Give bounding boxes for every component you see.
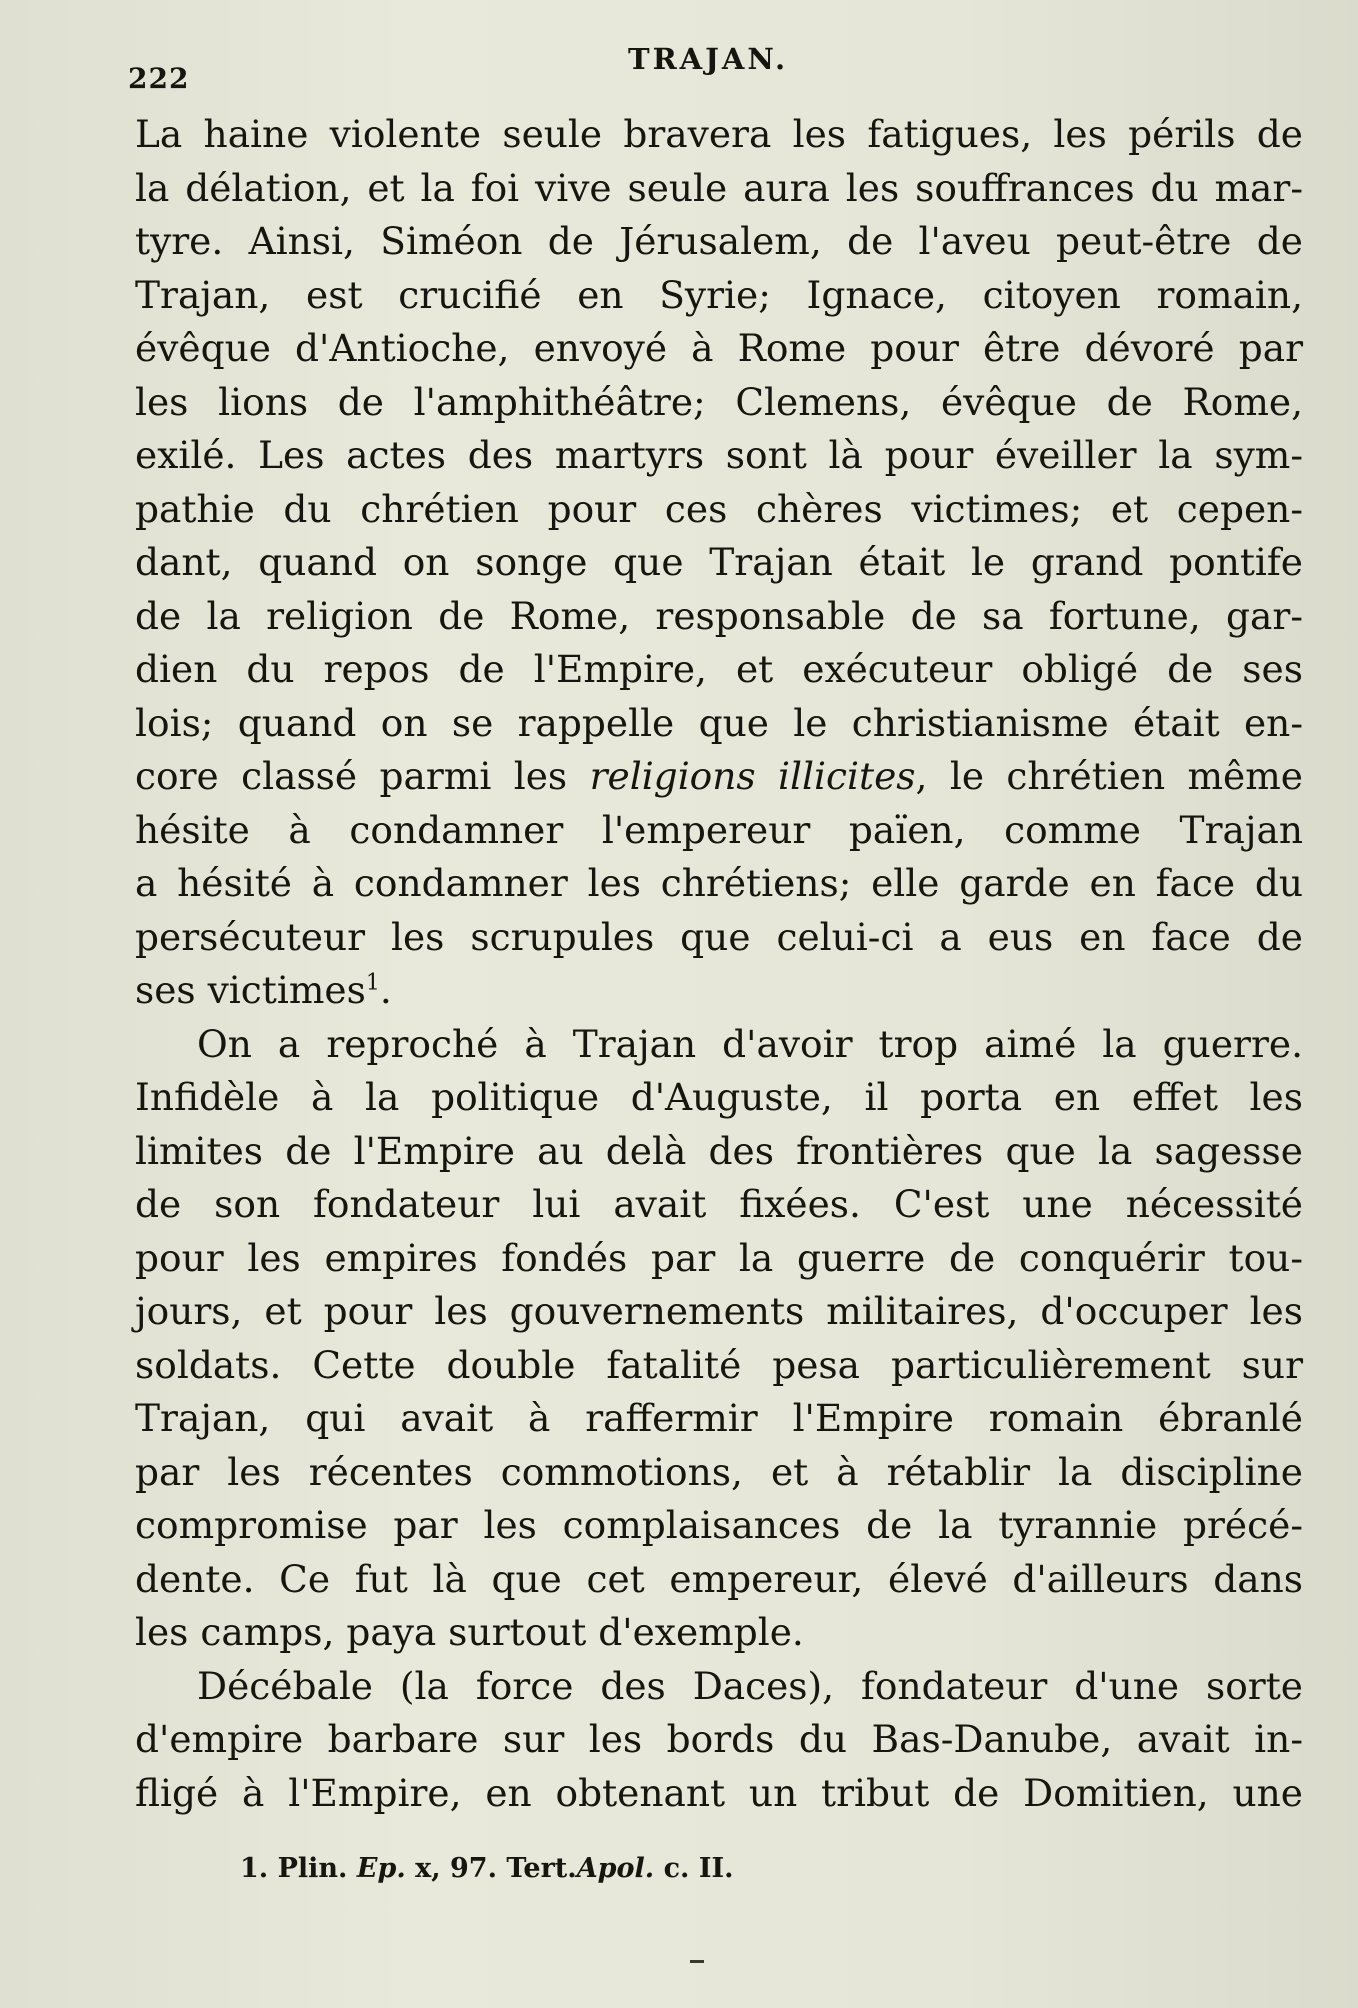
paragraph-3 (135, 1660, 1303, 1821)
text-line: les camps, paya surtout d'exemple. (135, 1610, 804, 1654)
text-line: les lions de l'amphithéâtre; Clemens, évêque de Rome, (135, 379, 1303, 424)
text-line: lois; quand on se rappelle que le christianisme était en- (135, 700, 1303, 745)
text-line: d'empire barbare sur les bords du Bas-Danube, avait in- (135, 1717, 1303, 1761)
text-line: soldats. Cette double fatalité pesa particulièrement sur (135, 1342, 1303, 1387)
text-line: évêque d'Antioche, envoyé à Rome pour être dévoré par (135, 326, 1303, 370)
text-segment: , le chrétien même (915, 754, 1303, 798)
text-line: Infidèle à la politique d'Auguste, il porta en effet les (135, 1075, 1303, 1119)
page-number: 222 (128, 62, 190, 95)
footnote-work: Ep. (356, 1853, 406, 1884)
footnote-ref: x, 97. (415, 1853, 497, 1884)
text-line: dente. Ce fut là que cet empereur, élevé d'ailleurs dans (135, 1556, 1303, 1601)
footnote-author: Plin. (277, 1853, 348, 1884)
text-line: Trajan, est crucifié en Syrie; Ignace, citoyen romain, (135, 272, 1303, 317)
footnote-number: 1. (240, 1853, 269, 1884)
footnote-author: Tert. (506, 1853, 577, 1884)
text-line: Trajan, qui avait à raffermir l'Empire romain ébranlé (135, 1396, 1303, 1440)
text-line: fligé à l'Empire, en obtenant un tribut de Domitien, une (135, 1770, 1303, 1815)
text-segment: ses victimes (135, 968, 366, 1012)
text-line: Décébale (la force des Daces), fondateur d'une sorte (197, 1663, 1303, 1708)
text-line: par les récentes commotions, et à rétablir la discipline (135, 1449, 1303, 1494)
italic-phrase: religions illicites (589, 754, 916, 798)
text-line: La haine violente seule bravera les fatigues, les périls de (135, 112, 1303, 156)
text-line: a hésité à condamner les chrétiens; elle garde en face du (135, 861, 1303, 905)
text-line: de la religion de Rome, responsable de sa fortune, gar- (135, 593, 1303, 638)
text-line: tyre. Ainsi, Siméon de Jérusalem, de l'aveu peut-être de (135, 219, 1303, 263)
text-line: hésite à condamner l'empereur païen, comme Trajan (135, 807, 1303, 852)
text-line: limites de l'Empire au delà des frontières que la sagesse (135, 1128, 1303, 1173)
text-line (135, 750, 1303, 804)
text-line: pathie du chrétien pour ces chères victimes; et cepen- (135, 486, 1303, 531)
text-line: On a reproché à Trajan d'avoir trop aimé la guerre. (197, 1021, 1303, 1066)
paragraph-2 (135, 1018, 1303, 1660)
page-mark (690, 1960, 704, 1963)
footnote-marker: 1 (365, 970, 380, 996)
page-header (128, 38, 1298, 95)
footnote-work: Apol. (576, 1853, 655, 1884)
text-segment: core classé parmi les (135, 754, 590, 798)
text-line: dant, quand on songe que Trajan était le grand pontife (135, 540, 1303, 584)
text-line: exilé. Les actes des martyrs sont là pour éveiller la sym- (135, 433, 1303, 477)
text-segment: . (379, 968, 392, 1012)
text-line: dien du repos de l'Empire, et exécuteur obligé de ses (135, 647, 1303, 691)
body-text (135, 108, 1303, 1820)
text-line: la délation, et la foi vive seule aura les souffrances du mar- (135, 165, 1303, 210)
footnote-ref: c. II. (663, 1853, 734, 1884)
text-line (135, 964, 1303, 1018)
text-line: compromise par les complaisances de la tyrannie précé- (135, 1503, 1303, 1547)
text-line: jours, et pour les gouvernements militaires, d'occuper les (135, 1289, 1303, 1333)
text-line: de son fondateur lui avait fixées. C'est une nécessité (135, 1182, 1303, 1226)
running-title: TRAJAN. (628, 42, 789, 76)
paragraph-1 (135, 108, 1303, 1018)
text-line: pour les empires fondés par la guerre de conquérir tou- (135, 1235, 1303, 1280)
text-line: persécuteur les scrupules que celui-ci a eus en face de (135, 914, 1303, 959)
footnote (240, 1853, 734, 1884)
